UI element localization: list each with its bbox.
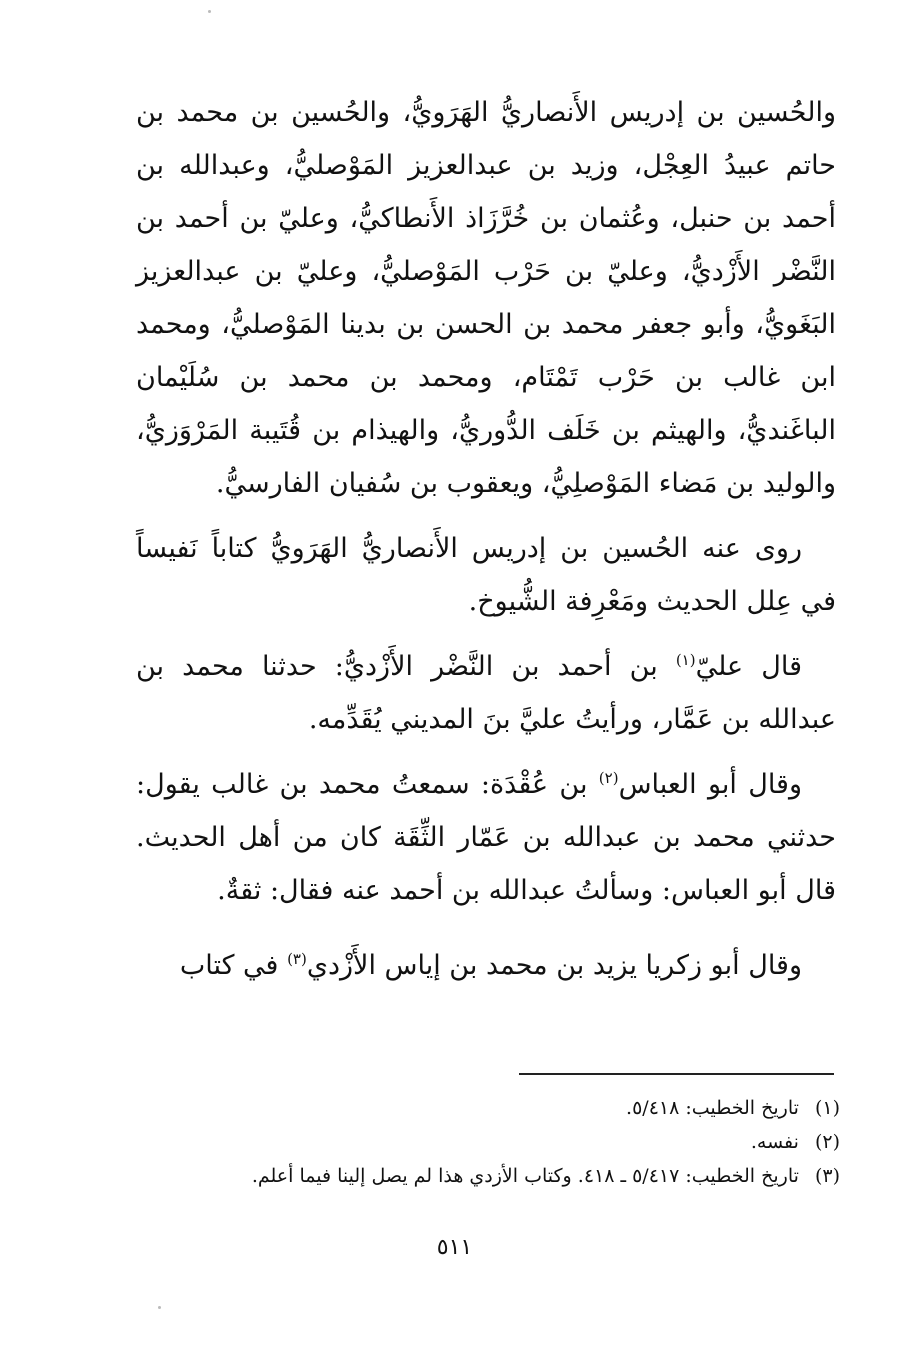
paragraph-text: قال عليّ <box>695 651 803 682</box>
paragraph-text: والحُسين بن إدريس الأَنصاريُّ الهَرَويُّ، والحُسين بن محمد بن حاتم عبيدُ العِجْل، وزيد بن عبدالعزيز المَوْصليُّ، وعبدالله بن أحمد بن حنبل، وعُثمان بن خُرَّزَاذ الأَنطاكيُّ، وعليّ بن أحمد بن النَّضْر الأَزْديُّ، وعليّ بن حَرْب المَوْصليُّ، وعليّ بن عبدالعزيز البَغَويُّ، وأبو جعفر محمد بن الحسن بن بدينا المَوْصليُّ، ومحمد ابن غالب بن حَرْب تَمْتَام، ومحمد بن محمد بن سُلَيْمان الباغَنديُّ، والهيثم بن خَلَف الدُّوريُّ، والهيذام بن قُتَيبة المَرْوَزيُّ، والوليد بن مَضاء المَوْصلِيُّ، ويعقوب بن سُفيان الفارسيُّ. <box>136 97 836 499</box>
footnote-ref-3[interactable]: (٣) <box>287 950 307 968</box>
paragraph-hussein-book <box>136 522 836 628</box>
paragraph-text: وقال أبو العباس <box>618 769 802 800</box>
paragraph-text: في كتاب <box>179 950 288 981</box>
scan-speck <box>158 1306 161 1309</box>
footnote-number: (٣) <box>814 1165 840 1187</box>
paragraph-text: بن عُقْدَة: سمعتُ محمد بن غالب يقول: حدثني محمد بن عبدالله بن عَمّار الثِّقَة كان من أهل الحديث. قال أبو العباس: وسألتُ عبدالله بن أحمد عنه فقال: ثقةٌ. <box>136 769 836 906</box>
paragraph-narrators-list <box>136 86 836 510</box>
paragraph-text: روى عنه الحُسين بن إدريس الأَنصاريُّ الهَرَويُّ كتاباً نَفيساً في عِلل الحديث ومَعْرِفة الشُّيوخ. <box>136 533 836 617</box>
paragraph-abu-abbas-quote <box>136 758 836 917</box>
footnote-text: تاريخ الخطيب: ٥/٤١٧ ـ ٤١٨. وكتاب الأزدي هذا لم يصل إلينا فيما أعلم. <box>251 1165 799 1187</box>
footnote-1 <box>136 1091 840 1125</box>
footnote-number: (٢) <box>814 1131 840 1153</box>
footnote-number: (١) <box>814 1097 840 1119</box>
page-number: ٥١١ <box>436 1235 473 1260</box>
footnote-separator <box>519 1073 834 1075</box>
paragraph-text: وقال أبو زكريا يزيد بن محمد بن إياس الأَزْدي <box>306 950 802 981</box>
footnote-text: تاريخ الخطيب: ٥/٤١٨. <box>626 1097 799 1119</box>
main-text <box>136 86 836 1004</box>
paragraph-ali-quote <box>136 640 836 746</box>
scan-speck <box>208 10 211 13</box>
paragraph-text: بن أحمد بن النَّضْر الأَزْديُّ: حدثنا محمد بن عبدالله بن عَمَّار، ورأيتُ عليَّ بنَ المديني يُقَدِّمه. <box>136 651 836 735</box>
footnotes <box>136 1091 840 1193</box>
footnote-text: نفسه. <box>750 1131 799 1153</box>
footnote-ref-2[interactable]: (٢) <box>598 769 619 787</box>
paragraph-abu-zakariya <box>136 939 836 992</box>
footnote-2 <box>136 1125 840 1159</box>
footnote-3 <box>136 1159 840 1193</box>
footnote-ref-1[interactable]: (١) <box>675 651 696 669</box>
